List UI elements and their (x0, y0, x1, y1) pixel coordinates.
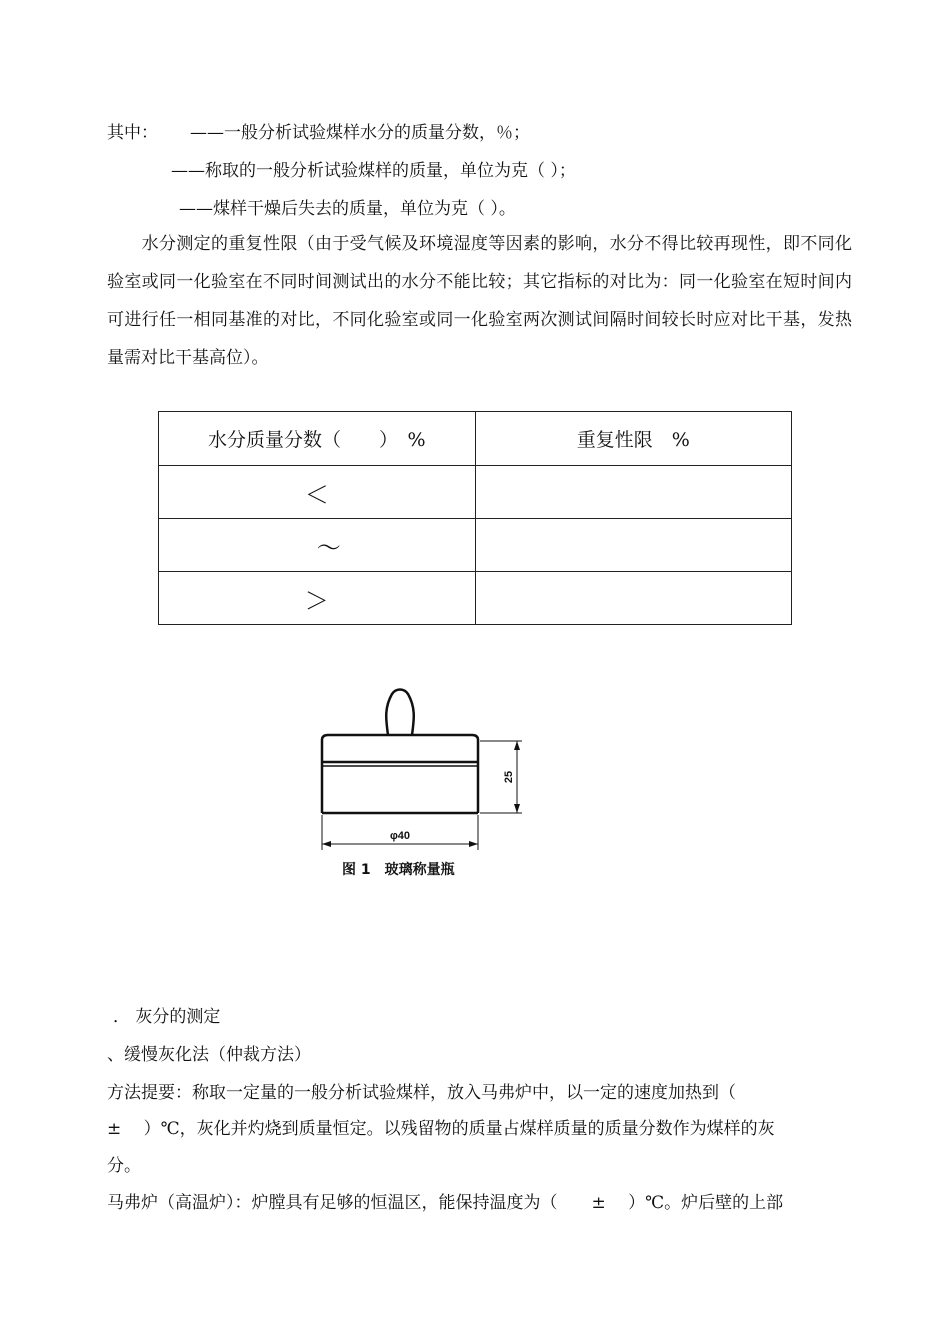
table-row (159, 466, 792, 519)
dim-diameter-label: φ40 (389, 830, 411, 842)
table-header-row (159, 412, 792, 466)
table-cell-limit (475, 572, 792, 625)
weighing-bottle-figure (300, 680, 560, 890)
mass-loss-definition: ——煤样干燥后失去的质量，单位为克（ ）。 (179, 199, 516, 219)
table-cell-limit (475, 519, 792, 572)
sample-mass-definition: ——称取的一般分析试验煤样的质量，单位为克（ ）； (171, 161, 576, 181)
muffle-furnace-line: 马弗炉（高温炉）：炉膛具有足够的恒温区，能保持温度为（ ± ）℃。炉后壁的上部 (107, 1193, 784, 1213)
table-row (159, 519, 792, 572)
method-summary-line-2: ± ）℃，灰化并灼烧到质量恒定。以残留物的质量占煤样质量的质量分数作为煤样的灰 (107, 1119, 775, 1139)
ash-method-subheading: 、缓慢灰化法（仲裁方法） (107, 1045, 311, 1065)
dim-height-label: 25 (503, 770, 515, 784)
repeatability-table (158, 411, 792, 625)
table-cell-range: ＜ (159, 466, 476, 519)
weighing-bottle-drawing (300, 680, 560, 890)
figure-caption: 图 1 玻璃称量瓶 (342, 862, 455, 878)
repeatability-paragraph: 水分测定的重复性限（由于受气候及环境湿度等因素的影响，水分不得比较再现性，即不同化验室或同一化验室在不同时间测试出的水分不能比较；其它指标的对比为：同一化验室在短时间内可进行任一相同基准的对比，不同化验室或同一化验室两次测试间隔时间较长时应对比干基，发热量需对比干基高位）。 (107, 234, 852, 368)
table-cell-range: ～ (159, 519, 476, 572)
table-row (159, 572, 792, 625)
ash-section-heading: ． 灰分的测定 (113, 1007, 221, 1027)
method-summary-line-3: 分。 (107, 1156, 141, 1176)
header-moisture: 水分质量分数（ ） % (159, 412, 476, 466)
method-summary-line-1: 方法提要：称取一定量的一般分析试验煤样，放入马弗炉中，以一定的速度加热到（ (107, 1083, 736, 1103)
moisture-definition: ——一般分析试验煤样水分的质量分数，％； (190, 123, 530, 143)
header-repeatability: 重复性限 % (475, 412, 792, 466)
table-cell-limit (475, 466, 792, 519)
table-cell-range: ＞ (159, 572, 476, 625)
intro-prefix: 其中： (107, 123, 158, 143)
